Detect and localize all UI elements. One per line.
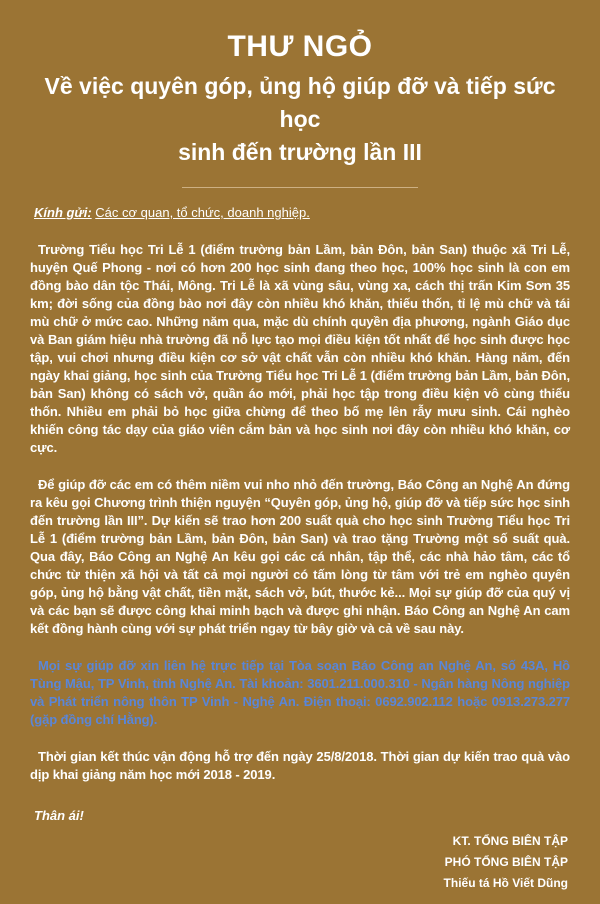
title-divider	[182, 187, 418, 188]
subtitle-line-1: Về việc quyên góp, ủng hộ giúp đỡ và tiếp sức học	[44, 73, 556, 132]
letter-title: THƯ NGỎ	[227, 30, 373, 63]
signature-name: Thiếu tá Hồ Viết Dũng	[443, 876, 568, 890]
signature-block	[30, 831, 570, 894]
paragraph-appeal: Để giúp đỡ các em có thêm niềm vui nho nhỏ đến trường, Báo Công an Nghệ An đứng ra kêu gọi Chương trình thiện nguyện “Quyên góp, ủng hộ, giúp đỡ và tiếp sức học sinh đến trường lần III”. Dự kiến sẽ trao hơn 200 suất quà cho học sinh Trường Tiểu học Tri Lễ 1 (điểm trường bản Lầm, bản Đôn, bản San) và trao tặng Trường một số suất quà. Qua đây, Báo Công an Nghệ An kêu gọi các cá nhân, tập thể, các nhà hảo tâm, các tổ chức từ thiện xã hội và tất cả mọi người có tấm lòng từ tâm với trẻ em nghèo quyên góp, ủng hộ bằng vật chất, tiền mặt, sách vở, bút, thước kẻ... Mọi sự giúp đỡ của quý vị và các bạn sẽ được công khai minh bạch và được ghi nhận. Báo Công an Nghệ An cam kết đồng hành cùng với sự phát triển ngay từ bây giờ và cả về sau này.	[30, 477, 570, 636]
letter-subtitle	[30, 70, 570, 169]
subtitle-line-2: sinh đến trường lần III	[178, 139, 422, 165]
signature-line-2: PHÓ TỔNG BIÊN TẬP	[444, 855, 568, 869]
paragraph-timeline: Thời gian kết thúc vận động hỗ trợ đến ngày 25/8/2018. Thời gian dự kiến trao quà vào dịp khai giảng năm học mới 2018 - 2019.	[30, 749, 570, 782]
paragraph-situation: Trường Tiểu học Tri Lễ 1 (điểm trường bản Lầm, bản Đôn, bản San) thuộc xã Tri Lễ, huyện Quế Phong - nơi có hơn 200 học sinh đang theo học, 100% học sinh là con em đồng bào dân tộc Thái, Mông. Tri Lễ là xã vùng sâu, vùng xa, cách thị trấn Kim Sơn 35 km; đời sống của đồng bào nơi đây còn nhiều khó khăn, thiếu thốn, tỉ lệ mù chữ và tái mù chữ ở mức cao. Những năm qua, mặc dù chính quyền địa phương, ngành Giáo dục và Ban giám hiệu nhà trường đã nỗ lực tạo mọi điều kiện tốt nhất để học sinh được học tập, vui chơi nhưng điều kiện cơ sở vật chất vẫn còn nhiều khó khăn. Hàng năm, đến ngày khai giảng, học sinh của Trường Tiểu học Tri Lễ 1 (điểm trường bản Lầm, bản Đôn, bản San) không có sách vở, quần áo mới, phải học tập trong điều kiện vô cùng thiếu thốn. Nhiều em phải bỏ học giữa chừng để theo bố mẹ lên rẫy mưu sinh. Cái nghèo khiến công tác dạy của giáo viên cắm bản và học sinh nơi đây còn nhiều khó khăn, cơ cực.	[30, 242, 570, 455]
salutation-label: Kính gửi:	[34, 205, 92, 220]
signature-line-1: KT. TỔNG BIÊN TẬP	[452, 834, 568, 848]
closing-greeting: Thân ái!	[34, 808, 84, 823]
salutation-recipients: Các cơ quan, tổ chức, doanh nghiệp.	[95, 205, 310, 220]
paragraph-contact: Mọi sự giúp đỡ xin liên hệ trực tiếp tại Tòa soạn Báo Công an Nghệ An, số 43A, Hồ Tùng Mậu, TP Vinh, tỉnh Nghệ An. Tài khoản: 3601.211.000.310 - Ngân hàng Nông nghiệp và Phát triển nông thôn TP Vinh - Nghệ An. Điện thoại: 0692.902.112 hoặc 0913.273.277 (gặp đồng chí Hằng).	[30, 658, 570, 727]
salutation	[34, 204, 570, 222]
